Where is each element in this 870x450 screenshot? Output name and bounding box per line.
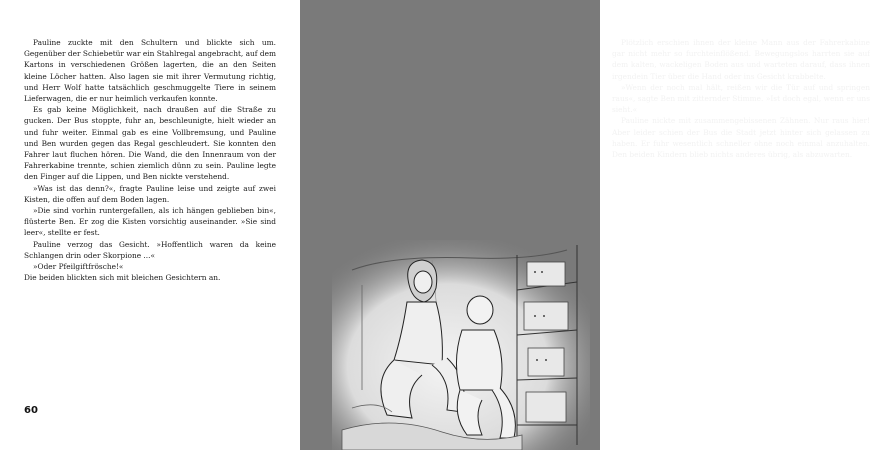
illustration-children-in-van [332, 240, 590, 450]
page-number: 60 [24, 405, 38, 416]
paragraph: Pauline verzog das Gesicht. »Hoffentlich waren da keine Schlangen drin oder Skorpione ...« [24, 239, 276, 260]
paragraph: »Was ist das denn?«, fragte Pauline leise und zeigte auf zwei Kisten, die offen auf dem Boden lagen. [24, 183, 276, 204]
paragraph: Plötzlich erschien ihnen der kleine Mann aus der Fahrerkabine gar nicht mehr so furchteinflößend. Bewegungslos harrten sie auf dem kalten, wackeligen Boden aus und warteten darauf, dass ihnen irgendein Tier über die Hand oder ins Gesicht krabbelte. [612, 38, 870, 81]
paragraph: »Oder Pfeilgiftfrösche!« [33, 262, 124, 272]
left-page [0, 0, 300, 450]
paragraph: Pauline nickte mit zusammengebissenen Zähnen. Nur raus hier! Aber leider schien der Bus die Stadt jetzt hinter sich gelassen zu haben. Er fuhr wesentlich schneller ohne noch einmal anzuhalten. Den beiden Kindern blieb nichts anderes übrig, als abzuwarten. [612, 116, 870, 160]
paragraph: Die beiden blickten sich mit bleichen Gesichtern an. [24, 273, 221, 283]
paragraph: »Wenn der noch mal hält, reißen wir die Tür auf und springen raus«, sagte Ben mit zitternder Stimme. »Ist doch egal, wenn er uns sieht.« [612, 82, 870, 115]
left-page-text [24, 37, 276, 283]
right-page-text [612, 37, 870, 160]
paragraph: »Die sind vorhin runtergefallen, als ich hängen geblieben bin«, flüsterte Ben. Er zog die Kisten vorsichtig auseinander. »Sie sind leer«, stellte er fest. [24, 206, 276, 238]
paragraph: Pauline zuckte mit den Schultern und blickte sich um. Gegenüber der Schiebetür war ein Stahlregal angebracht, auf dem Kartons in verschiedenen Größen lagerten, die an den Seiten kleine Löcher hatten. Also lagen sie mit ihrer Vermutung richtig, und Herr Wolf hatte tatsächlich geschmuggelte Tiere in seinem Lieferwagen, die er nur heimlich verkaufen konnte. [24, 38, 276, 104]
paragraph: Es gab keine Möglichkeit, nach draußen auf die Straße zu gucken. Der Bus stoppte, fuhr an, beschleunigte, hielt wieder an und fuhr weiter. Einmal gab es eine Vollbremsung, und Pauline und Ben wurden gegen das Regal geschleudert. Sie konnten den Fahrer laut fluchen hören. Die Wand, die den Innenraum von der Fahrerkabine trennte, schien ziemlich dünn zu sein. Pauline legte den Finger auf die Lippen, und Ben nickte verstehend. [24, 105, 276, 182]
